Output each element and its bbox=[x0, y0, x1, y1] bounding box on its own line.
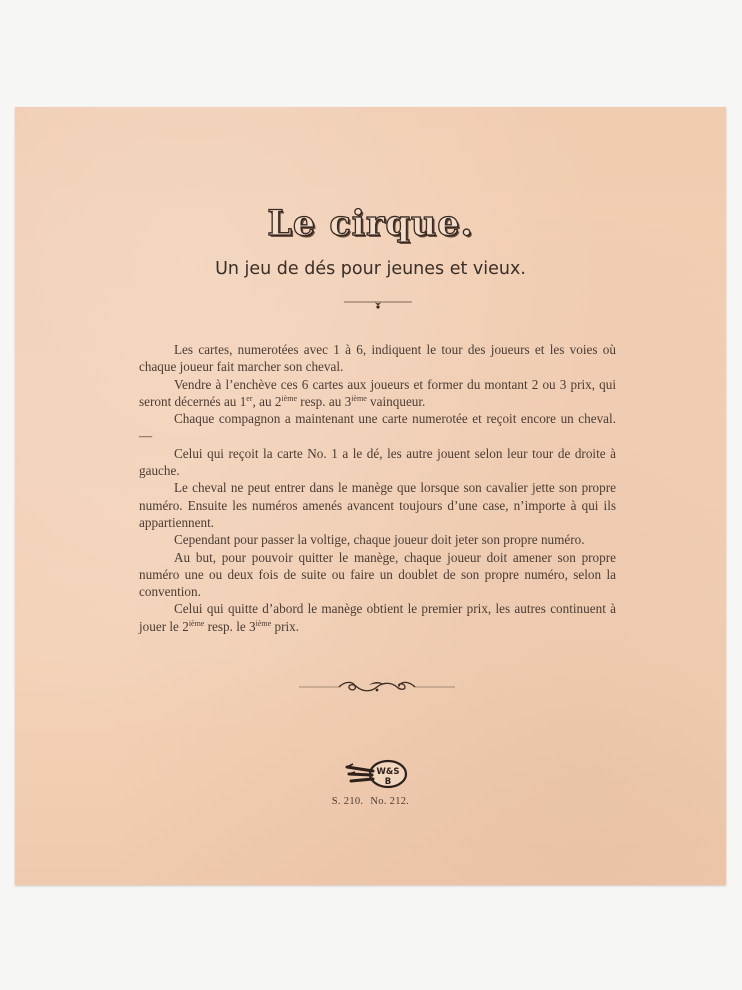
catalogue-reference bbox=[15, 796, 726, 807]
paragraph: Au but, pour pouvoir quitter le manège, chaque joueur doit amener son propre numéro une ou deux fois de suite ou faire un doublet de son propre numéro, selon la convention. bbox=[139, 549, 616, 600]
document-title: Le cirque. bbox=[267, 203, 474, 244]
end-flourish-ornament bbox=[299, 678, 455, 696]
paragraph: Vendre à l’enchève ces 6 cartes aux joueurs et former du montant 2 ou 3 prix, qui seront décernés au 1er, au 2ième resp. au 3ième vainqueur. bbox=[139, 376, 616, 409]
paragraph: Le cheval ne peut entrer dans le manège que lorsque son cavalier jette son propre numéro. Ensuite les numéros amenés avancent toujours d’une case, n’importe à qui ils appartiennent. bbox=[139, 480, 616, 530]
series-number: S. 210. bbox=[331, 796, 364, 807]
paragraph: Chaque compagnon a maintenant une carte numerotée et reçoit encore un cheval. — bbox=[139, 411, 616, 444]
paragraph: Cependant pour passer la voltige, chaque joueur doit jeter son propre numéro. bbox=[174, 532, 585, 548]
rules-text bbox=[139, 341, 616, 635]
title-divider-ornament bbox=[344, 298, 412, 312]
paragraph: Celui qui reçoit la carte No. 1 a le dé, les autre jouent selon leur tour de droite à gauche. bbox=[139, 445, 616, 479]
document-subtitle: Un jeu de dés pour jeunes et vieux. bbox=[215, 259, 526, 279]
publisher-logo bbox=[345, 759, 411, 793]
svg-text:W&S: W&S bbox=[376, 767, 400, 777]
document-sheet bbox=[15, 107, 726, 885]
paragraph: Celui qui quitte d’abord le manège obtient le premier prix, les autres continuent à jouer le 2ième resp. le 3ième prix. bbox=[139, 601, 616, 634]
item-number: No. 212. bbox=[370, 796, 410, 807]
paragraph: Les cartes, numerotées avec 1 à 6, indiquent le tour des joueurs et les voies où chaque joueur fait marcher son cheval. bbox=[139, 342, 616, 375]
svg-text:B: B bbox=[384, 777, 392, 787]
